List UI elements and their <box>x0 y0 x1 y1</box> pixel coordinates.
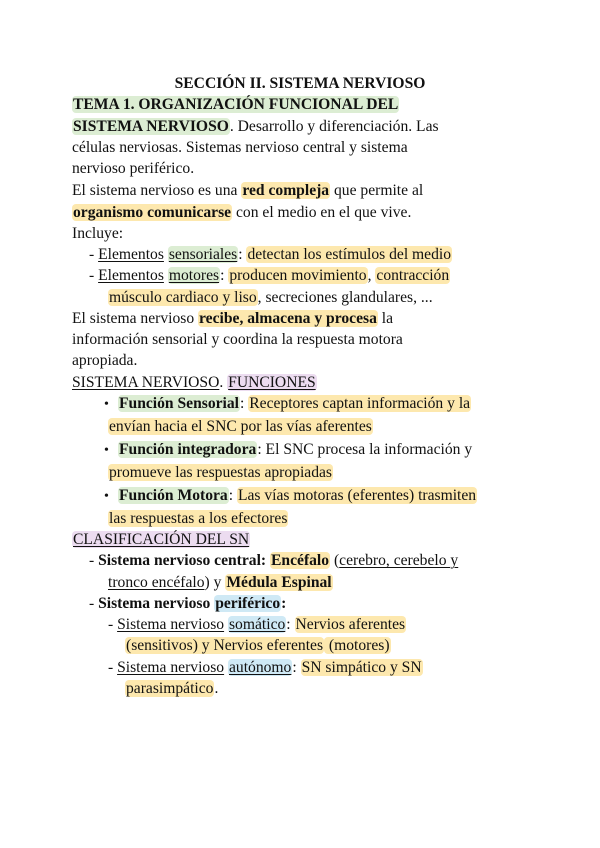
item-sensoriales: - Elementos sensoriales: detectan los estímulos del medio <box>89 246 452 263</box>
intro-line-3: Incluye: <box>72 225 124 242</box>
funcion-sensorial-line-2: envían hacia el SNC por las vías aferentes <box>109 418 372 435</box>
receives-line-2: información sensorial y coordina la respuesta motora <box>72 331 403 348</box>
item-motores-line-1: - Elementos motores: producen movimiento, contracción <box>89 267 450 284</box>
item-motores-line-2: músculo cardiaco y liso, secreciones glandulares, ... <box>109 289 433 306</box>
bullet-icon: • <box>104 489 109 504</box>
section-title: SECCIÓN II. SISTEMA NERVIOSO <box>174 75 426 92</box>
intro-line-1: El sistema nervioso es una red compleja que permite al <box>72 182 424 199</box>
sn-central-line-2: tronco encéfalo) y Médula Espinal <box>108 574 332 591</box>
funciones-heading: SISTEMA NERVIOSO. FUNCIONES <box>72 374 316 391</box>
sn-somatico-line-1: - Sistema nervioso somático: Nervios aferentes <box>108 616 406 633</box>
bullet-icon: • <box>104 397 109 412</box>
funcion-integradora-line-2: promueve las respuestas apropiadas <box>109 464 333 481</box>
sn-central-line-1: - Sistema nervioso central: Encéfalo (cerebro, cerebelo y <box>89 552 459 569</box>
sn-somatico-line-2: (sensitivos) y Nervios eferentes (motores) <box>126 637 390 654</box>
tema-heading-line-2: SISTEMA NERVIOSO. Desarrollo y diferenciación. Las <box>73 118 439 135</box>
clasificacion-heading: CLASIFICACIÓN DEL SN <box>73 531 250 548</box>
sn-autonomo-line-1: - Sistema nervioso autónomo: SN simpático y SN <box>108 659 422 676</box>
funcion-motora-line-2: las respuestas a los efectores <box>109 510 288 527</box>
tema-line-4: nervioso periférico. <box>72 160 195 177</box>
bullet-icon: • <box>104 443 109 458</box>
funcion-sensorial-line-1: • Función Sensorial: Receptores captan información y la <box>104 393 471 415</box>
tema-heading-line-1: TEMA 1. ORGANIZACIÓN FUNCIONAL DEL <box>73 96 399 113</box>
receives-line-3: apropiada. <box>72 352 138 369</box>
sn-autonomo-line-2: parasimpático. <box>126 680 219 697</box>
sn-periferico: - Sistema nervioso periférico: <box>89 595 287 612</box>
funcion-motora-line-1: • Función Motora: Las vías motoras (eferentes) trasmiten <box>104 485 477 507</box>
funcion-integradora-line-1: • Función integradora: El SNC procesa la información y <box>104 439 472 461</box>
receives-line-1: El sistema nervioso recibe, almacena y procesa la <box>72 310 394 327</box>
tema-line-3: células nerviosas. Sistemas nervioso central y sistema <box>72 139 408 156</box>
intro-line-2: organismo comunicarse con el medio en el que vive. <box>73 204 412 221</box>
